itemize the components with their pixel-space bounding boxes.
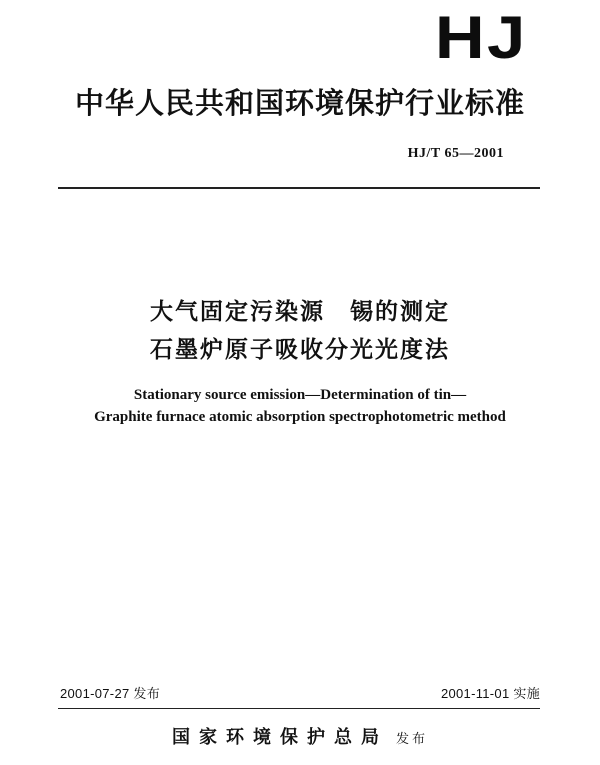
implementation-date: 2001-11-01 实施 <box>440 686 540 701</box>
footer-divider <box>58 708 540 709</box>
publisher-line <box>0 723 600 749</box>
hj-logo: HJ <box>435 4 528 71</box>
chinese-title-line-2: 石墨炉原子吸收分光光度法 <box>150 337 450 363</box>
standard-category: 中华人民共和国环境保护行业标准 <box>74 86 525 120</box>
publish-label: 发布 <box>395 732 428 747</box>
header-divider <box>58 187 540 189</box>
issue-date: 2001-07-27 发布 <box>60 686 161 701</box>
english-title-line-1: Stationary source emission—Determination of tin— <box>133 387 467 403</box>
english-title-line-2: Graphite furnace atomic absorption spectrophotometric method <box>94 409 506 425</box>
standard-code: HJ/T 65—2001 <box>407 146 504 161</box>
chinese-title-line-1: 大气固定污染源 锡的测定 <box>150 299 450 325</box>
publisher-name: 国家环境保护总局 <box>171 727 388 748</box>
